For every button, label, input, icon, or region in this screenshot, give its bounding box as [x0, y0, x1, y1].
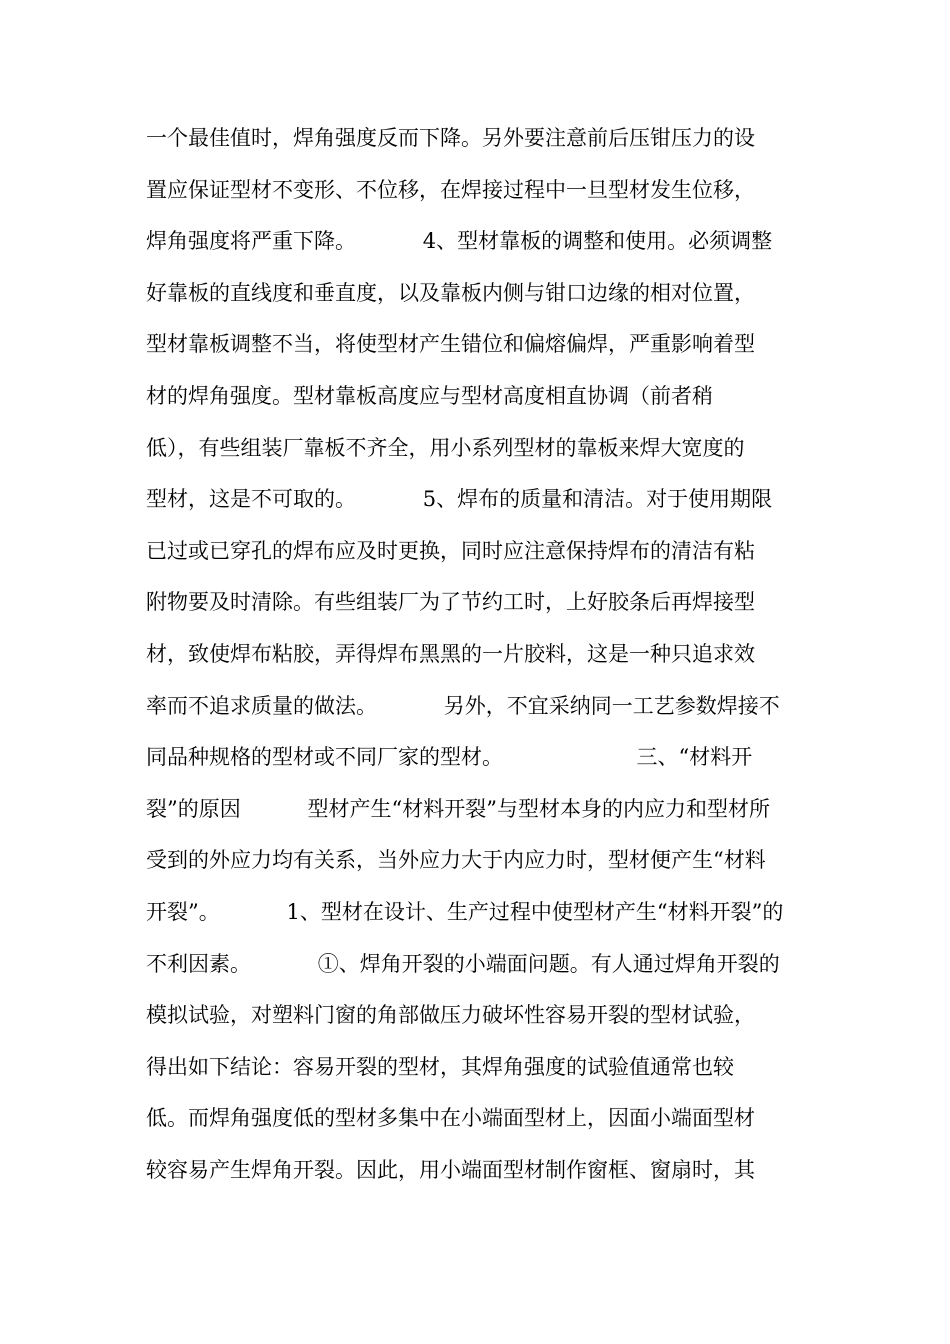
text-line: 同品种规格的型材或不同厂家的型材。 三、“材料开 — [146, 745, 753, 770]
text-line: 受到的外应力均有关系，当外应力大于内应力时，型材便产生“材料 — [146, 848, 766, 873]
text-line: 材的焊角强度。型材靠板高度应与型材高度相直协调（前者稍 — [146, 383, 713, 408]
text-line: 好靠板的直线度和垂直度，以及靠板内侧与钳口边缘的相对位置， — [146, 280, 755, 305]
text-line: 开裂”。 1、型材在设计、生产过程中使型材产生“材料开裂”的 — [146, 899, 784, 924]
text-line: 焊角强度将严重下降。 4、型材靠板的调整和使用。必须调整 — [146, 229, 773, 254]
text-line: 较容易产生焊角开裂。因此，用小端面型材制作窗框、窗扇时，其 — [146, 1157, 755, 1182]
text-line: 材，致使焊布粘胶，弄得焊布黑黑的一片胶料，这是一种只追求效 — [146, 641, 755, 666]
text-line: 低。而焊角强度低的型材多集中在小端面型材上，因面小端面型材 — [146, 1106, 755, 1131]
text-line: 模拟试验，对塑料门窗的角部做压力破坏性容易开裂的型材试验， — [146, 1003, 755, 1028]
text-line: 附物要及时清除。有些组装厂为了节约工时，上好胶条后再焊接型 — [146, 590, 755, 615]
text-line: 不利因素。 ①、焊角开裂的小端面问题。有人通过焊角开裂的 — [146, 951, 780, 976]
text-line: 裂”的原因 型材产生“材料开裂”与型材本身的内应力和型材所 — [146, 796, 770, 821]
text-line: 置应保证型材不变形、不位移，在焊接过程中一旦型材发生位移， — [146, 177, 755, 202]
text-line: 率而不追求质量的做法。 另外，不宜采纳同一工艺参数焊接不 — [146, 693, 780, 718]
text-line: 得出如下结论：容易开裂的型材，其焊角强度的试验值通常也较 — [146, 1054, 734, 1079]
body-text — [146, 118, 826, 1201]
text-line: 已过或已穿孔的焊布应及时更换，同时应注意保持焊布的清洁有粘 — [146, 538, 755, 563]
text-line: 一个最佳值时，焊角强度反而下降。另外要注意前后压钳压力的设 — [146, 126, 755, 150]
text-line: 型材靠板调整不当，将使型材产生错位和偏熔偏焊，严重影响着型 — [146, 332, 755, 357]
text-line: 型材，这是不可取的。 5、焊布的质量和清洁。对于使用期限 — [146, 487, 773, 512]
text-line: 低），有些组装厂靠板不齐全，用小系列型材的靠板来焊大宽度的 — [146, 435, 745, 460]
